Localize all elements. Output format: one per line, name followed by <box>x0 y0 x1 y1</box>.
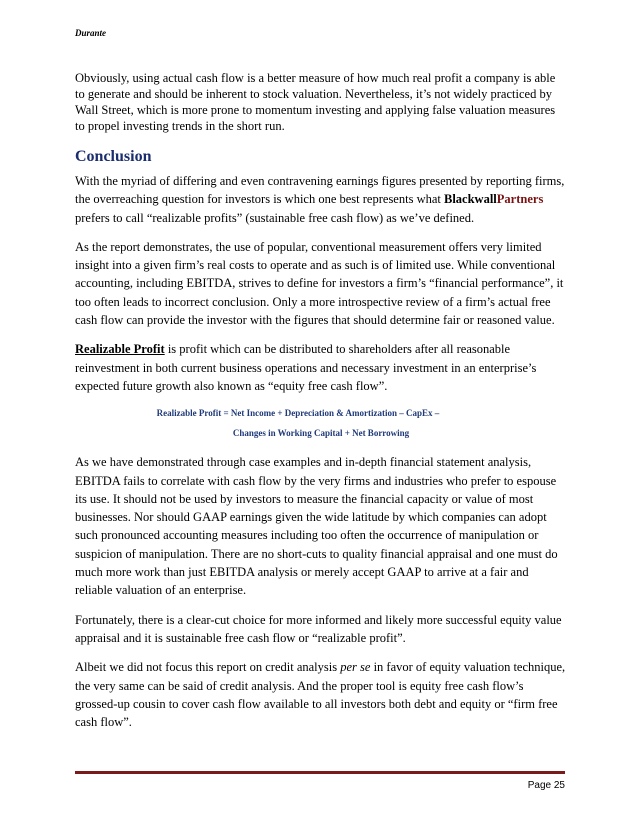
realizable-profit-definition: is profit which can be distributed to shareholders after all reasonable reinvestment in both current business operations and necessary investment in an enterprise’s expected future growth also known as “equity free cash flow”. <box>75 342 537 393</box>
conclusion-paragraph-5: Fortunately, there is a clear-cut choice for more informed and likely more successful equity value appraisal and it is sustainable free cash flow or “realizable profit”. <box>75 612 562 645</box>
formula-line-2: Changes in Working Capital + Net Borrowing <box>232 428 410 439</box>
paragraph-6-text-after: in favor of equity valuation technique, the very same can be said of credit analysis. And the proper tool is equity free cash flow’s grossed-up cousin to cover cash flow available to all investors both debt and equity or “firm free cash flow”. <box>75 660 566 730</box>
formula-line-1: Realizable Profit = Net Income + Depreciation & Amortization – CapEx – <box>156 408 440 419</box>
footer-divider <box>75 771 565 774</box>
realizable-profit-term: Realizable Profit <box>75 342 165 357</box>
conclusion-heading: Conclusion <box>75 148 152 165</box>
conclusion-paragraph-2: As the report demonstrates, the use of popular, conventional measurement offers very limited insight into a given firm’s real costs to operate and as such is of limited use. While conventional accounting, including EBITDA, strives to define for investors a firm’s “financial performance”, it too often leads to incorrect conclusion. Only a more introspective review of a firm’s actual free cash flow can provide the investor with the figures that should determine fair or reasoned value. <box>75 239 564 328</box>
running-header-author: Durante <box>75 28 107 38</box>
paragraph-1-text-before: With the myriad of differing and even contravening earnings figures presented by reporting firms, the overreaching question for investors is which one best represents what <box>75 174 565 207</box>
page-number: Page 25 <box>527 780 565 791</box>
paragraph-1-text-after: prefers to call “realizable profits” (sustainable free cash flow) as we’ve defined. <box>75 210 475 225</box>
paragraph-6-text-before: Albeit we did not focus this report on credit analysis <box>75 660 341 675</box>
conclusion-paragraph-6 <box>75 658 567 731</box>
brand-name-partners: Partners <box>496 192 544 207</box>
page-body <box>75 70 567 731</box>
paragraph-6-italic-phrase: per se <box>340 660 371 675</box>
conclusion-paragraph-4: As we have demonstrated through case examples and in-depth financial statement analysis, EBITDA fails to correlate with cash flow by the very firms and industries who prefer to espouse its use. It should not be used by investors to measure the financial capacity or value of most businesses. Nor should GAAP earnings given the wide latitude by which companies can adopt such pronounced accounting measures including too often the occurrence of manipulation or suspicion of manipulation. There are no short-cuts to quality financial appraisal and one must do much more work than just EBITDA analysis or merely accept GAAP to arrive at a fair and reliable valuation of an enterprise. <box>75 455 558 598</box>
conclusion-paragraph-1 <box>75 172 567 227</box>
brand-name-blackwall: Blackwall <box>444 192 497 207</box>
realizable-profit-paragraph <box>75 340 567 395</box>
intro-paragraph: Obviously, using actual cash flow is a better measure of how much real profit a company is able to generate and should be inherent to stock valuation. Nevertheless, it’s not widely practiced by Wall Street, which is more prone to momentum investing and applying false valuation measures to propel investing trends in the short run. <box>75 71 556 133</box>
